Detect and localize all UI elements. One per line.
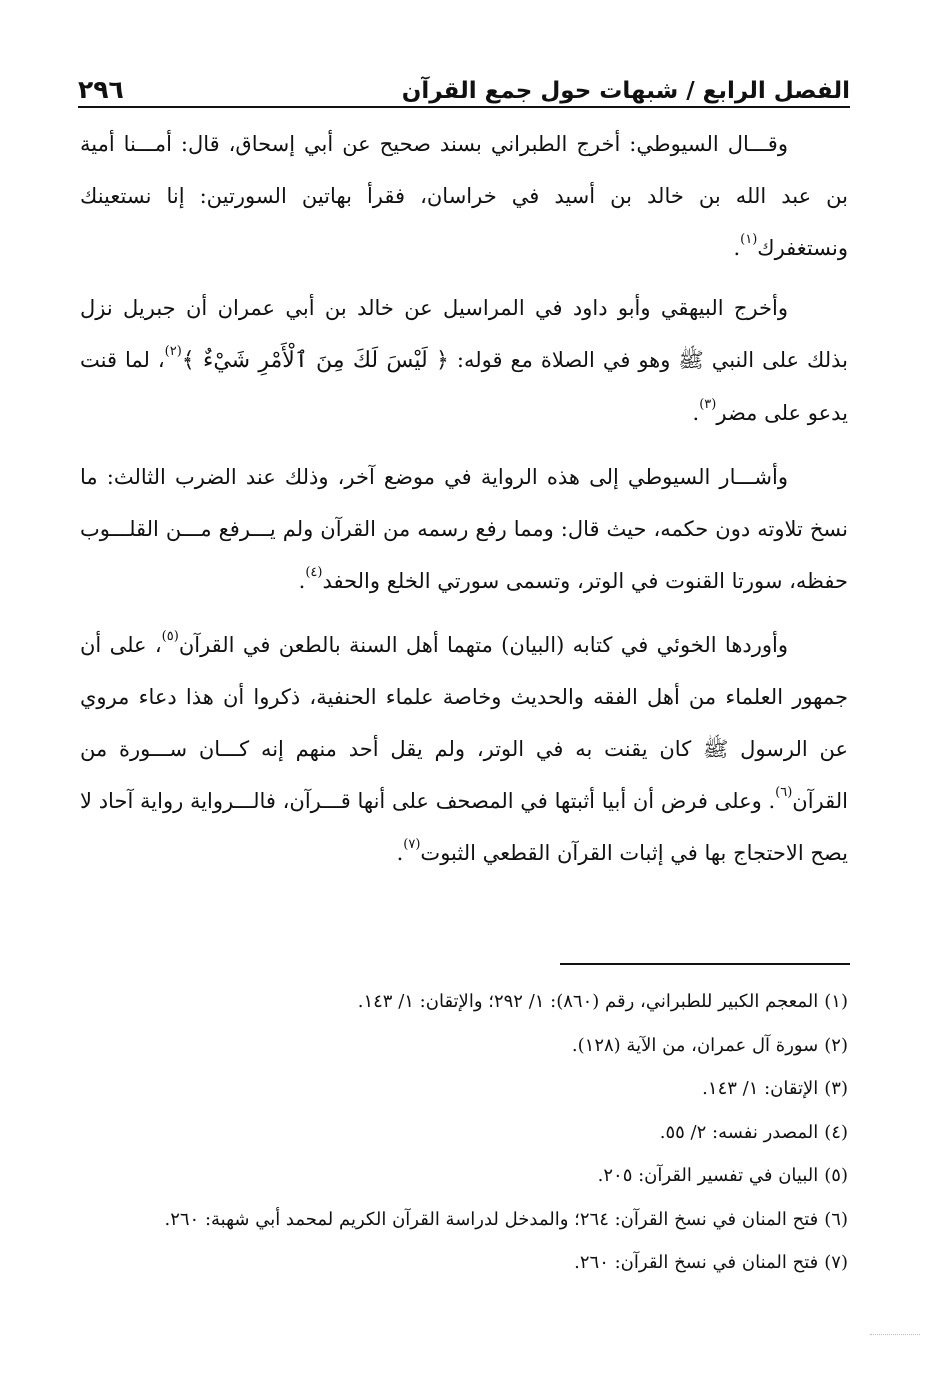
footnote-number: (١) bbox=[824, 991, 848, 1012]
paragraph-4-text-c: . وعلى فرض أن أبيا أثبتها في المصحف على أنها قـــرآن، فالـــرواية رواية آحاد لا يصح الاحتجاج بها في إثبات القرآن القطعي الثبوت bbox=[80, 789, 848, 865]
footnotes-list bbox=[80, 980, 848, 1285]
running-title: الفصل الرابع / شبهات حول جمع القرآن bbox=[401, 78, 850, 104]
footnote-ref-7: (٧) bbox=[403, 837, 421, 852]
footnote-text: فتح المنان في نسخ القرآن: ٢٦٤؛ والمدخل لدراسة القرآن الكريم لمحمد أبي شهبة: ٢٦٠. bbox=[164, 1208, 819, 1230]
footnote-text: المصدر نفسه: ٢/ ٥٥. bbox=[659, 1121, 819, 1143]
footnote-ref-5: (٥) bbox=[161, 629, 179, 644]
paragraph-3 bbox=[80, 451, 848, 607]
footnote-item bbox=[80, 1067, 848, 1111]
main-text bbox=[80, 118, 848, 891]
paragraph-1-tail: . bbox=[733, 236, 741, 260]
page-header bbox=[78, 64, 850, 104]
footnote-number: (٦) bbox=[824, 1208, 848, 1230]
paragraph-3-text: وأشـــار السيوطي إلى هذه الرواية في موضع آخر، وذلك عند الضرب الثالث: ما نسخ تلاوته دون حكمه، حيث قال: ومما رفع رسمه من القرآن ولم يـــرفع مـــن القلـــوب حفظه، سورتا القنوت في الوتر، وتسمى سورتي الخلع والحفد bbox=[80, 465, 848, 593]
header-rule bbox=[78, 106, 850, 108]
footnote-item bbox=[80, 1241, 848, 1285]
paragraph-4-text-a: وأوردها الخوئي في كتابه (البيان) متهما أهل السنة بالطعن في القرآن bbox=[178, 633, 789, 657]
footnote-ref-2: (٢) bbox=[164, 344, 182, 359]
paragraph-2-text-a: وأخرج البيهقي وأبو داود في المراسيل عن خالد بن أبي عمران أن جبريل نزل بذلك على النبي ﷺ وهو في الصلاة مع قوله: bbox=[80, 296, 848, 372]
paragraph-3-tail: . bbox=[298, 569, 306, 593]
footnote-item bbox=[80, 1154, 848, 1198]
paragraph-4-tail: . bbox=[396, 841, 404, 865]
footnote-item bbox=[80, 1198, 848, 1242]
paragraph-4 bbox=[80, 619, 848, 879]
footnote-number: (٥) bbox=[824, 1165, 848, 1186]
footnote-ref-6: (٦) bbox=[775, 785, 793, 800]
footnote-ref-1: (١) bbox=[740, 232, 758, 247]
paragraph-1 bbox=[80, 118, 848, 274]
footnote-item bbox=[80, 1024, 848, 1068]
footnote-number: (٤) bbox=[824, 1121, 848, 1143]
footnote-number: (٢) bbox=[824, 1034, 848, 1056]
footnote-text: البيان في تفسير القرآن: ٢٠٥. bbox=[597, 1165, 819, 1186]
footnote-text: الإتقان: ١/ ١٤٣. bbox=[702, 1078, 819, 1099]
footnote-number: (٧) bbox=[824, 1252, 848, 1273]
footnote-number: (٣) bbox=[824, 1078, 848, 1099]
paragraph-1-text: وقـــال السيوطي: أخرج الطبراني بسند صحيح عن أبي إسحاق، قال: أمـــنا أمية بن عبد الله بن خالد بن أسيد في خراسان، فقرأ بهاتين السورتين: إنا نستعينك ونستغفرك bbox=[80, 132, 849, 260]
quran-verse: ﴿ لَيْسَ لَكَ مِنَ ٱلْأَمْرِ شَيْءٌ ﴾ bbox=[181, 348, 449, 373]
page-number: ٢٩٦ bbox=[78, 75, 124, 104]
footnote-text: المعجم الكبير للطبراني، رقم (٨٦٠): ١/ ٢٩٢؛ والإتقان: ١/ ١٤٣. bbox=[357, 991, 819, 1012]
paragraph-2-tail: . bbox=[692, 401, 700, 425]
footnote-ref-4: (٤) bbox=[305, 565, 323, 580]
footnote-ref-3: (٣) bbox=[699, 397, 717, 412]
paragraph-4-text-b: ، على أن جمهور العلماء من أهل الفقه والحديث وخاصة علماء الحنفية، ذكروا أن هذا دعاء مروي عن الرسول ﷺ كان يقنت به في الوتر، ولم يقل أحد منهم إنه كـــان ســـورة من القرآن bbox=[80, 633, 848, 813]
footnote-item bbox=[80, 980, 848, 1024]
footnote-separator bbox=[560, 963, 850, 965]
footnote-text: فتح المنان في نسخ القرآن: ٢٦٠. bbox=[574, 1252, 819, 1273]
footnote-text: سورة آل عمران، من الآية (١٢٨). bbox=[571, 1034, 819, 1056]
paragraph-2-text-b: ، لما قنت يدعو على مضر bbox=[80, 348, 848, 425]
footnote-item bbox=[80, 1111, 848, 1155]
scan-artifact-dots bbox=[870, 1334, 920, 1339]
paragraph-2 bbox=[80, 282, 848, 439]
